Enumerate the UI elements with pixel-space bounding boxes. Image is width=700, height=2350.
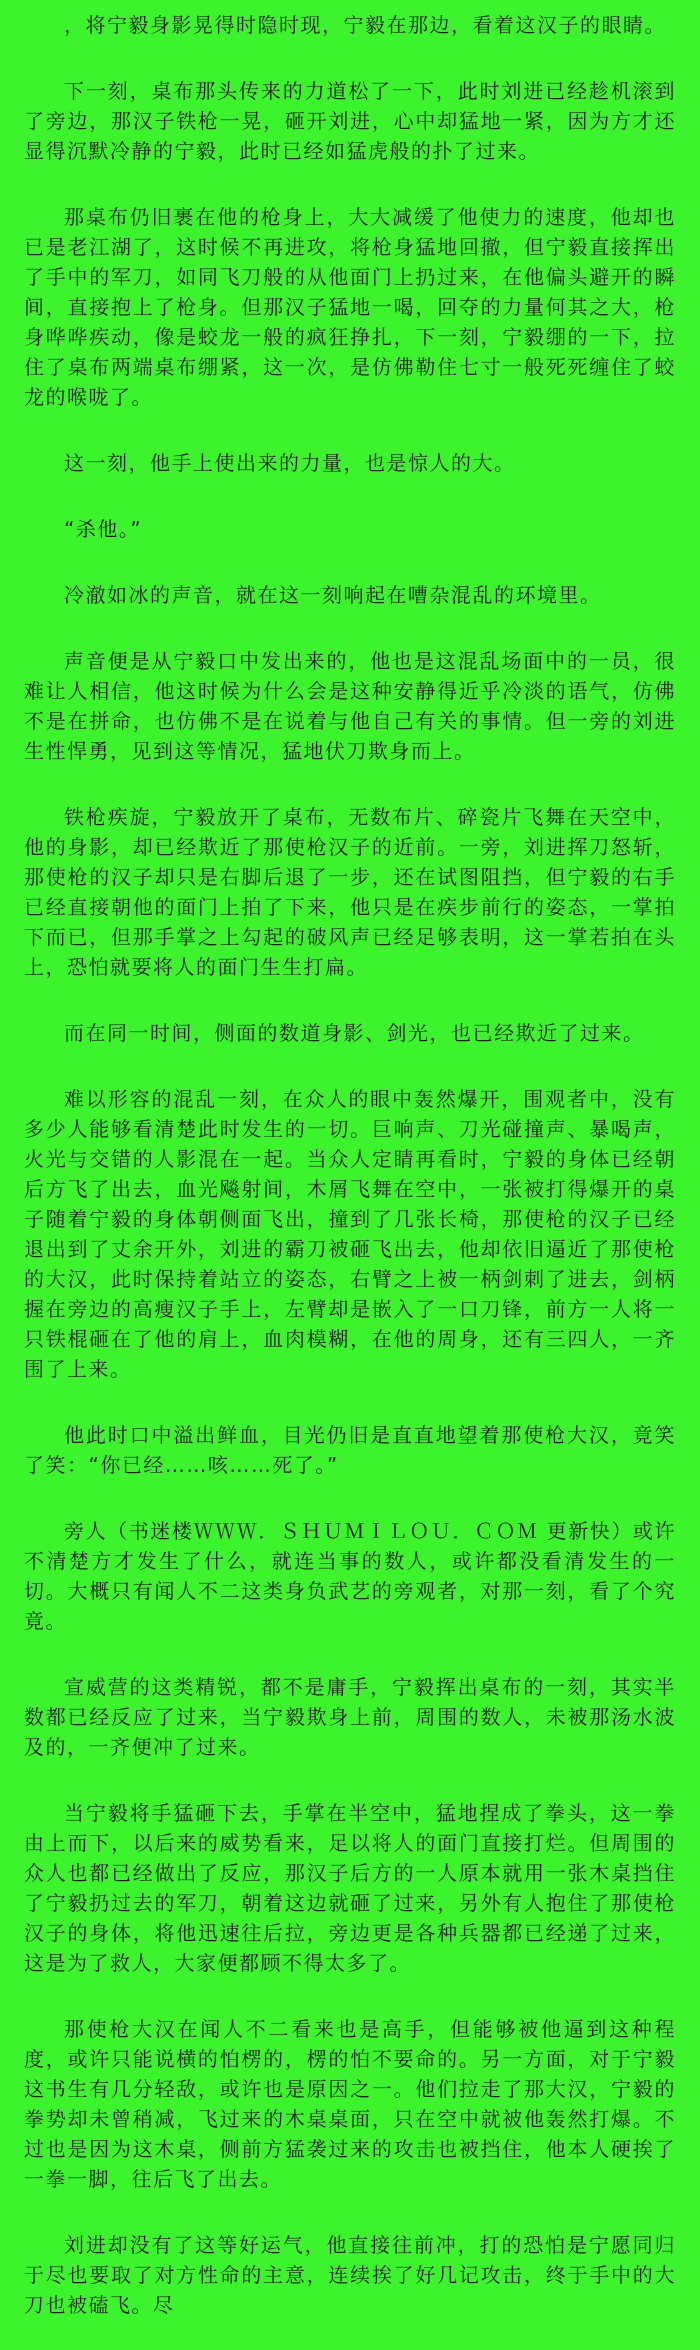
novel-paragraph: 那桌布仍旧裹在他的枪身上，大大减缓了他使力的速度，他却也已是老江湖了，这时候不再进攻，将枪身猛地回撤，但宁毅直接挥出了手中的军刀，如同飞刀般的从他面门上扔过来，在他偏头避开的瞬间，直接抱上了枪身。但那汉子猛地一喝，回夺的力量何其之大，枪身哗哗疾动，像是蛟龙一般的疯狂挣扎，下一刻，宁毅绷的一下，拉住了桌布两端桌布绷紧，这一次，是仿佛勒住七寸一般死死缠住了蛟龙的喉咙了。 bbox=[24, 205, 676, 409]
novel-paragraph: 声音便是从宁毅口中发出来的，他也是这混乱场面中的一员，很难让人相信，他这时候为什么会是这种安静得近乎冷淡的语气，仿佛不是在拼命，也仿佛不是在说着与他自己有关的事情。但一旁的刘进生性悍勇，见到这等情况，猛地伏刀欺身而上。 bbox=[24, 649, 676, 763]
novel-paragraph-watermark: 旁人（书迷楼ＷＷＷ．ＳＨＵＭＩＬＯＵ．ＣＯＭ 更新快）或许不清楚方才发生了什么，就连当事的数人，或许都没看清发生的一切。大概只有闻人不二这类身负武艺的旁观者，对那一刻，看了个究竟。 bbox=[24, 1519, 676, 1633]
novel-paragraph: 铁枪疾旋，宁毅放开了桌布，无数布片、碎瓷片飞舞在天空中，他的身影，却已经欺近了那使枪汉子的近前。一旁，刘进挥刀怒斩，那使枪的汉子却只是右脚后退了一步，还在试图阻挡，但宁毅的右手已经直接朝他的面门上拍了下来，他只是在疾步前行的姿态，一掌拍下而已，但那手掌之上勾起的破风声已经足够表明，这一掌若拍在头上，恐怕就要将人的面门生生打扁。 bbox=[24, 805, 676, 979]
novel-paragraph: 难以形容的混乱一刻，在众人的眼中轰然爆开，围观者中，没有多少人能够看清楚此时发生的一切。巨响声、刀光碰撞声、暴喝声，火光与交错的人影混在一起。当众人定睛再看时，宁毅的身体已经朝后方飞了出去，血光飚射间，木屑飞舞在空中，一张被打得爆开的桌子随着宁毅的身体朝侧面飞出，撞到了几张长椅，那使枪的汉子已经退出到了丈余开外，刘进的霸刀被砸飞出去，他却依旧逼近了那使枪的大汉，此时保持着站立的姿态，右臂之上被一柄剑刺了进去，剑柄握在旁边的高瘦汉子手上，左臂却是嵌入了一口刀锋，前方一人将一只铁棍砸在了他的肩上，血肉模糊，在他的周身，还有三四人，一齐围了上来。 bbox=[24, 1087, 676, 1381]
novel-paragraph: 他此时口中溢出鲜血，目光仍旧是直直地望着那使枪大汉，竟笑了笑：“你已经……咳……死了。” bbox=[24, 1423, 676, 1477]
novel-paragraph: 下一刻，桌布那头传来的力道松了一下，此时刘进已经趁机滚到了旁边，那汉子铁枪一晃，砸开刘进，心中却猛地一紧，因为方才还显得沉默冷静的宁毅，此时已经如猛虎般的扑了过来。 bbox=[24, 79, 676, 163]
novel-paragraph: 那使枪大汉在闻人不二看来也是高手，但能够被他逼到这种程度，或许只能说横的怕楞的，楞的怕不要命的。另一方面，对于宁毅这书生有几分轻敌，或许也是原因之一。他们拉走了那大汉，宁毅的拳势却未曾稍减，飞过来的木桌桌面，只在空中就被他轰然打爆。不过也是因为这木桌，侧前方猛袭过来的攻击也被挡住，他本人硬挨了一拳一脚，往后飞了出去。 bbox=[24, 2017, 676, 2191]
novel-paragraph: 冷澈如冰的声音，就在这一刻响起在嘈杂混乱的环境里。 bbox=[64, 583, 602, 607]
novel-paragraph: 当宁毅将手猛砸下去，手掌在半空中，猛地捏成了拳头，这一拳由上而下，以后来的威势看来，足以将人的面门直接打烂。但周围的众人也都已经做出了反应，那汉子后方的一人原本就用一张木桌挡住了宁毅扔过去的军刀，朝着这边就砸了过来，另外有人抱住了那使枪汉子的身体，将他迅速往后拉，旁边更是各种兵器都已经递了过来，这是为了救人，大家便都顾不得太多了。 bbox=[24, 1801, 676, 1975]
novel-paragraph: 刘进却没有了这等好运气，他直接往前冲，打的恐怕是宁愿同归于尽也要取了对方性命的主意，连续挨了好几记攻击，终于手中的大刀也被磕飞。尽 bbox=[24, 2233, 676, 2317]
novel-paragraph: 这一刻，他手上使出来的力量，也是惊人的大。 bbox=[64, 451, 516, 475]
novel-paragraph: ，将宁毅身影晃得时隐时现，宁毅在那边，看着这汉子的眼睛。 bbox=[64, 13, 666, 37]
novel-paragraph: 宣威营的这类精锐，都不是庸手，宁毅挥出桌布的一刻，其实半数都已经反应了过来，当宁毅欺身上前，周围的数人，未被那汤水波及的，一齐便冲了过来。 bbox=[24, 1675, 676, 1759]
novel-paragraph-dialogue: “杀他。” bbox=[64, 517, 143, 541]
novel-paragraph: 而在同一时间，侧面的数道身影、剑光，也已经欺近了过来。 bbox=[64, 1021, 645, 1045]
